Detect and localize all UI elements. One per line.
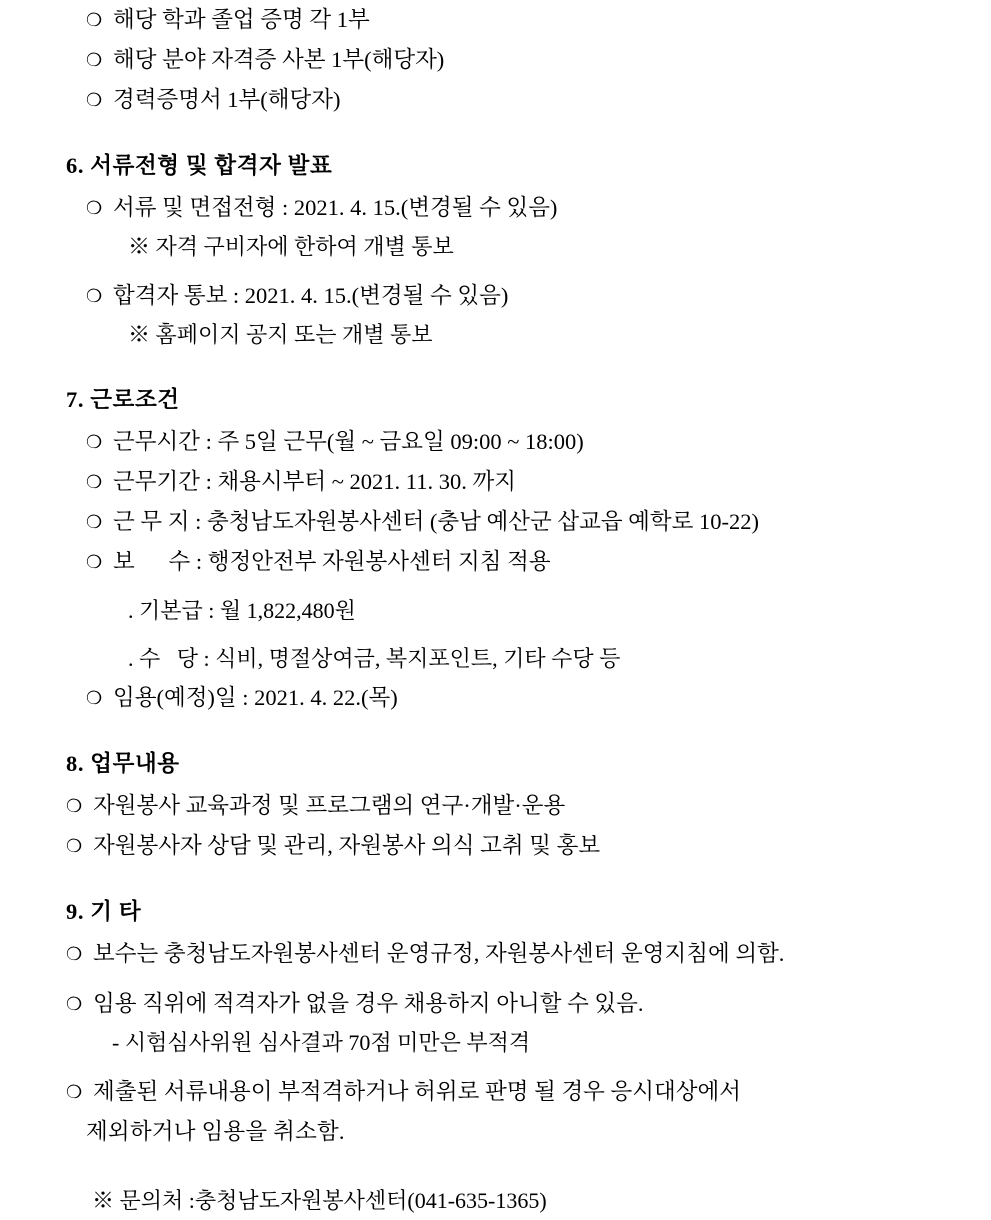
list-item: [66, 826, 957, 866]
list-item: [66, 984, 957, 1024]
list-item-text: 합격자 통보 : 2021. 4. 15.(변경될 수 있음): [113, 283, 509, 308]
pay-allowance-line: . 수 당 : 식비, 명절상여금, 복지포인트, 기타 수당 등: [128, 646, 621, 671]
list-item-text: 근무기간 : 채용시부터 ~ 2021. 11. 30. 까지: [113, 469, 516, 494]
list-item: [66, 0, 957, 40]
list-item: [66, 188, 957, 228]
list-item-note: - 시험심사위원 심사결과 70점 미만은 부적격: [112, 1030, 531, 1055]
circle-bullet-icon: ❍: [86, 512, 103, 532]
circle-bullet-icon: ❍: [86, 552, 103, 572]
section-6: [66, 146, 957, 354]
circle-bullet-icon: ❍: [66, 994, 83, 1014]
list-item: [66, 40, 957, 80]
attachment-list: [66, 0, 957, 120]
list-item-text-continued: 제외하거나 임용을 취소함.: [86, 1119, 345, 1144]
list-item-text: 근무시간 : 주 5일 근무(월 ~ 금요일 09:00 ~ 18:00): [113, 429, 584, 454]
section-heading: 6. 서류전형 및 합격자 발표: [66, 153, 333, 178]
circle-bullet-icon: ❍: [66, 796, 83, 816]
list-item: [66, 678, 957, 718]
list-item-note: ※ 홈페이지 공지 또는 개별 통보: [128, 322, 433, 347]
list-item: [66, 1072, 957, 1112]
list-item-text: 임용 직위에 적격자가 없을 경우 채용하지 아니할 수 있음.: [93, 991, 644, 1016]
list-item-text: 임용(예정)일 : 2021. 4. 22.(목): [113, 685, 398, 710]
list-item: [66, 502, 957, 542]
section-heading: 9. 기 타: [66, 899, 142, 924]
circle-bullet-icon: ❍: [86, 472, 103, 492]
circle-bullet-icon: ❍: [66, 1082, 83, 1102]
section-heading: 7. 근로조건: [66, 387, 180, 412]
list-item: [66, 422, 957, 462]
list-item-text: 서류 및 면접전형 : 2021. 4. 15.(변경될 수 있음): [113, 195, 558, 220]
circle-bullet-icon: ❍: [86, 90, 103, 110]
list-item-text: 자원봉사 교육과정 및 프로그램의 연구·개발·운용: [93, 793, 566, 818]
list-item: [66, 276, 957, 316]
list-item: [66, 786, 957, 826]
section-heading: 8. 업무내용: [66, 751, 180, 776]
circle-bullet-icon: ❍: [66, 944, 83, 964]
circle-bullet-icon: ❍: [86, 198, 103, 218]
section-8: [66, 744, 957, 866]
list-item-text: 제출된 서류내용이 부적격하거나 허위로 판명 될 경우 응시대상에서: [93, 1079, 741, 1104]
contact-line: ※ 문의처 :충청남도자원봉사센터(041-635-1365): [92, 1188, 547, 1213]
circle-bullet-icon: ❍: [86, 10, 103, 30]
list-item: [66, 542, 957, 582]
section-7: [66, 380, 957, 718]
list-item-text: 해당 분야 자격증 사본 1부(해당자): [113, 47, 445, 72]
circle-bullet-icon: ❍: [86, 432, 103, 452]
list-item-text: 자원봉사자 상담 및 관리, 자원봉사 의식 고취 및 홍보: [93, 833, 601, 858]
list-item-text: 보수는 충청남도자원봉사센터 운영규정, 자원봉사센터 운영지침에 의함.: [93, 941, 785, 966]
list-item-note: ※ 자격 구비자에 한하여 개별 통보: [128, 234, 454, 259]
list-item: [66, 80, 957, 120]
circle-bullet-icon: ❍: [86, 286, 103, 306]
circle-bullet-icon: ❍: [66, 836, 83, 856]
list-item-text: 보 수 : 행정안전부 자원봉사센터 지침 적용: [113, 549, 551, 574]
list-item-text: 근 무 지 : 충청남도자원봉사센터 (충남 예산군 삽교읍 예학로 10-22): [113, 509, 759, 534]
list-item: [66, 462, 957, 502]
list-item-text: 경력증명서 1부(해당자): [113, 87, 341, 112]
circle-bullet-icon: ❍: [86, 50, 103, 70]
list-item: [66, 934, 957, 974]
circle-bullet-icon: ❍: [86, 688, 103, 708]
list-item-text: 해당 학과 졸업 증명 각 1부: [113, 7, 370, 32]
section-9: [66, 892, 957, 1152]
pay-base-line: . 기본급 : 월 1,822,480원: [128, 598, 356, 623]
